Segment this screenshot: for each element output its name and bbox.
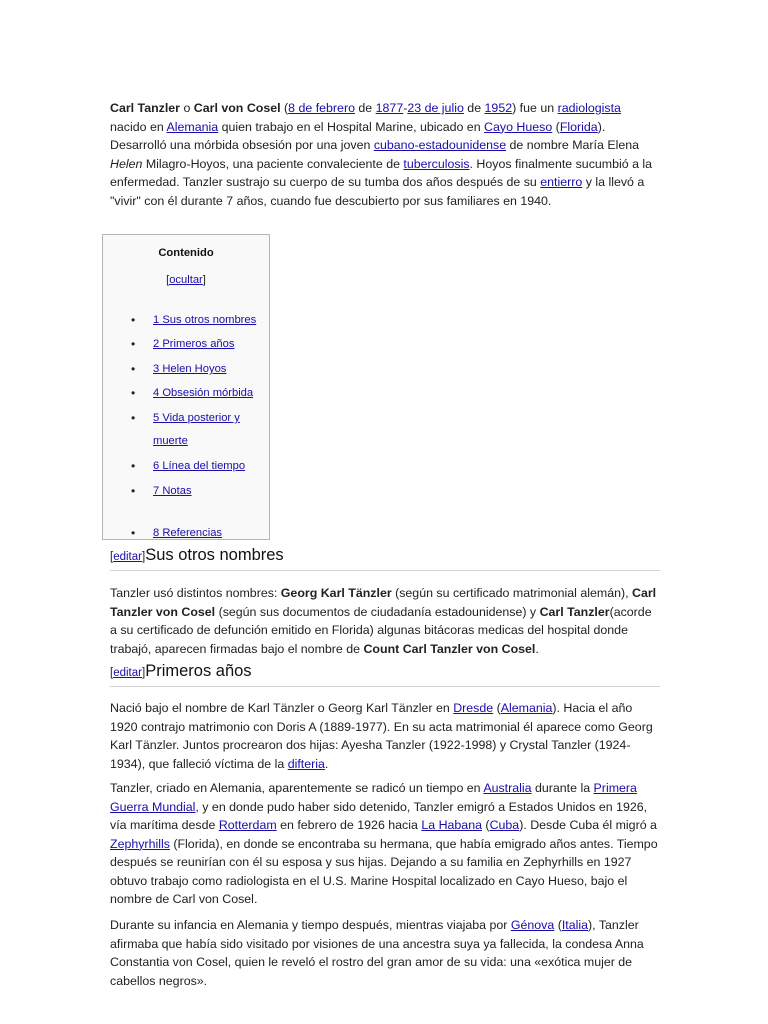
name-count-carl-tanzler: Count Carl Tanzler von Cosel bbox=[363, 641, 536, 656]
bracket: ] bbox=[202, 274, 206, 286]
link-rotterdam[interactable]: Rotterdam bbox=[218, 818, 277, 832]
bullet: • bbox=[131, 526, 136, 540]
section2-paragraph-2 bbox=[110, 779, 660, 909]
text: (acorde a su certificado de defunción emitido en Florida) algunas bitácoras medicas del hospital donde trabajó, aparecen firmadas bajo el nombre de bbox=[110, 604, 652, 656]
table-of-contents bbox=[102, 234, 270, 540]
section1-paragraph bbox=[110, 584, 660, 658]
name-carl-tanzler: Carl Tanzler bbox=[539, 604, 610, 619]
bullet: • bbox=[131, 484, 136, 498]
bullet: • bbox=[131, 313, 136, 327]
toc-link-referencias[interactable]: 8 Referencias bbox=[153, 527, 223, 539]
section-heading-primeros-anos bbox=[110, 662, 660, 687]
link-florida[interactable]: Florida bbox=[559, 119, 598, 134]
link-entierro[interactable]: entierro bbox=[540, 175, 583, 189]
edit-link[interactable]: editar bbox=[113, 667, 142, 679]
bullet: • bbox=[131, 337, 136, 351]
text: Durante su infancia en Alemania y tiempo después, mientras viajaba por bbox=[110, 918, 511, 932]
toc-item bbox=[131, 455, 268, 478]
link-23-de-julio[interactable]: 23 de julio bbox=[407, 101, 464, 115]
helen-italic: Helen bbox=[110, 156, 143, 171]
text: (según sus documentos de ciudadanía estadounidense) y bbox=[215, 604, 540, 619]
toc-item bbox=[131, 358, 268, 381]
text: (según su certificado matrimonial alemán), bbox=[391, 586, 632, 600]
text: o bbox=[180, 101, 194, 115]
toc-item bbox=[131, 309, 268, 332]
link-alemania[interactable]: Alemania bbox=[166, 119, 219, 134]
toc-item bbox=[131, 333, 268, 356]
text: Tanzler usó distintos nombres: bbox=[110, 586, 281, 600]
edit-link[interactable]: editar bbox=[113, 551, 142, 563]
name-carl-von-cosel: Carl von Cosel bbox=[193, 101, 281, 115]
text: . bbox=[324, 756, 329, 771]
link-la-habana[interactable]: La Habana bbox=[421, 818, 482, 832]
text: . bbox=[535, 641, 539, 656]
link-difteria[interactable]: difteria bbox=[287, 756, 325, 771]
text: ). Desde Cuba él migró a bbox=[519, 818, 657, 832]
edit-section-link bbox=[110, 551, 145, 563]
toc-title: Contenido bbox=[158, 247, 214, 259]
text: Nació bajo el nombre de Karl Tänzler o Georg Karl Tänzler en bbox=[110, 701, 454, 715]
toc-link-notas[interactable]: 7 Notas bbox=[153, 485, 192, 497]
toc-toggle bbox=[103, 271, 269, 290]
text: . Hoyos finalmente sucumbió a la enfermedad. Tanzler sustrajo su cuerpo de su tumba dos años después de su bbox=[110, 156, 653, 189]
text: ( bbox=[481, 818, 490, 832]
link-italia[interactable]: Italia bbox=[561, 918, 589, 932]
link-australia[interactable]: Australia bbox=[483, 781, 532, 795]
link-tuberculosis[interactable]: tuberculosis bbox=[403, 156, 470, 171]
link-1877[interactable]: 1877 bbox=[375, 101, 404, 115]
section2-paragraph-3 bbox=[110, 916, 660, 990]
text: ), Tanzler afirmaba que había sido visitado por visiones de una ancestra suya ya fallecida, la condesa Anna Constantia von Cosel, quien le reveló el rostro del gran amor de su vida: una «exótica mujer de cabellos negros». bbox=[110, 918, 644, 988]
toc-link-vida-posterior[interactable]: 5 Vida posterior y muerte bbox=[153, 412, 240, 447]
toc-link-sus-otros-nombres[interactable]: 1 Sus otros nombres bbox=[153, 314, 257, 326]
text: de nombre María Elena bbox=[506, 138, 640, 152]
text: ( bbox=[554, 918, 562, 932]
link-primera-guerra-mundial[interactable]: Primera Guerra Mundial bbox=[110, 781, 637, 814]
text: Tanzler, criado en Alemania, aparentemente se radicó un tiempo en bbox=[110, 781, 484, 795]
text: ). Hacia el año 1920 contrajo matrimonio con Doris A (1889-1977). En su acta matrimonial él aparece como Georg Karl Tänzler. Juntos procrearon dos hijas: Ayesha Tanzler (1922-1998) y Crystal Tanzler (1924-1934), que falleció víctima de la bbox=[110, 701, 653, 771]
bracket: ] bbox=[141, 551, 146, 563]
toc-hide-link[interactable]: ocultar bbox=[169, 274, 203, 286]
text: (Florida), en donde se encontraba su hermana, que había emigrado años antes. Tiempo después se reunirían con él su esposa y sus hijas. Dejando a su familia en Zephyrhills en 1927 obtuvo trabajo como radiologista en el U.S. Marine Hospital localizado en Cayo Hueso, bajo el nombre de Carl von Cosel. bbox=[110, 836, 658, 906]
text: ( bbox=[280, 101, 289, 115]
intro-paragraph bbox=[110, 99, 660, 210]
bullet: • bbox=[131, 362, 136, 376]
bracket: [ bbox=[110, 551, 114, 563]
bracket: [ bbox=[166, 274, 170, 286]
toc-item bbox=[131, 382, 268, 405]
text: ( bbox=[552, 119, 560, 134]
section2-paragraph-1 bbox=[110, 699, 660, 773]
link-cubano-estadounidense[interactable]: cubano-estadounidense bbox=[373, 138, 507, 152]
text: ( bbox=[493, 701, 501, 715]
bullet: • bbox=[131, 386, 136, 400]
section-heading-sus-otros-nombres bbox=[110, 546, 660, 571]
link-genova[interactable]: Génova bbox=[510, 918, 555, 932]
link-cayo-hueso[interactable]: Cayo Hueso bbox=[484, 119, 553, 134]
toc-item bbox=[131, 522, 268, 545]
text: nacido en bbox=[110, 119, 167, 134]
link-cuba[interactable]: Cuba bbox=[489, 818, 520, 832]
section-title: Primeros años bbox=[145, 662, 252, 680]
bracket: ] bbox=[141, 667, 146, 679]
text: ) fue un bbox=[512, 101, 558, 115]
toc-item bbox=[131, 480, 268, 503]
text: , y en donde pudo haber sido detenido, Tanzler emigró a Estados Unidos en 1926, vía marítima desde bbox=[110, 799, 648, 832]
link-8-de-febrero[interactable]: 8 de febrero bbox=[288, 101, 355, 115]
section-title: Sus otros nombres bbox=[145, 546, 284, 564]
name-carl-tanzler: Carl Tanzler bbox=[110, 101, 181, 115]
edit-section-link bbox=[110, 667, 145, 679]
text: ). Desarrolló una mórbida obsesión por una joven bbox=[110, 119, 606, 152]
name-carl-tanzler-von-cosel: Carl Tanzler von Cosel bbox=[110, 586, 657, 619]
bracket: [ bbox=[110, 667, 114, 679]
text: - bbox=[403, 101, 408, 115]
bullet: • bbox=[131, 411, 136, 425]
text: de bbox=[354, 101, 376, 115]
toc-link-primeros-anos[interactable]: 2 Primeros años bbox=[153, 338, 235, 350]
bullet: • bbox=[131, 459, 136, 473]
link-zephyrhills[interactable]: Zephyrhills bbox=[110, 836, 170, 851]
toc-link-linea-del-tiempo[interactable]: 6 Línea del tiempo bbox=[153, 460, 246, 472]
toc-link-helen-hoyos[interactable]: 3 Helen Hoyos bbox=[153, 363, 227, 375]
text: quien trabajo en el Hospital Marine, ubicado en bbox=[218, 119, 485, 134]
toc-item bbox=[131, 407, 268, 453]
text: de bbox=[463, 101, 485, 115]
name-georg-karl-tanzler: Georg Karl Tänzler bbox=[280, 586, 392, 600]
link-radiologista[interactable]: radiologista bbox=[557, 101, 621, 115]
link-dresde[interactable]: Dresde bbox=[453, 701, 494, 715]
text: Milagro-Hoyos, una paciente convaleciente de bbox=[142, 156, 404, 171]
text: en febrero de 1926 hacia bbox=[276, 818, 422, 832]
link-alemania[interactable]: Alemania bbox=[500, 701, 553, 715]
text: y la llevó a "vivir" con él durante 7 años, cuando fue descubierto por sus familiares en 1940. bbox=[110, 175, 645, 208]
link-1952[interactable]: 1952 bbox=[484, 101, 513, 115]
text: durante la bbox=[531, 781, 594, 795]
toc-link-obsesion-morbida[interactable]: 4 Obsesión mórbida bbox=[153, 387, 254, 399]
